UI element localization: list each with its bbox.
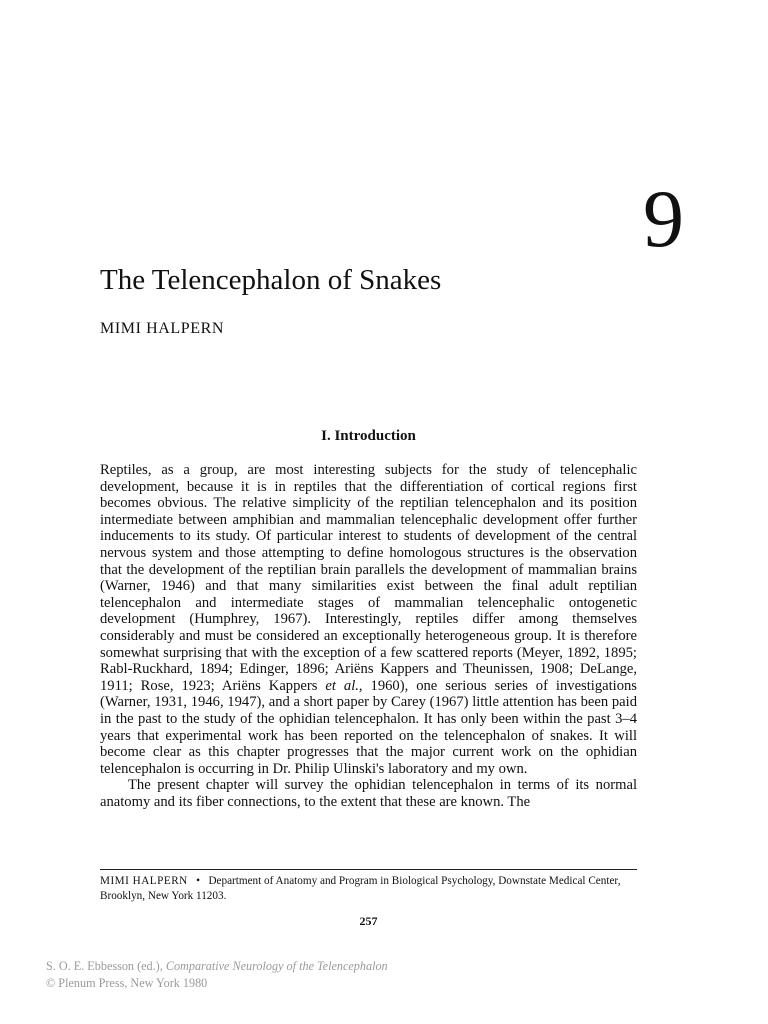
footnote-author: MIMI HALPERN xyxy=(100,875,188,887)
chapter-author: MIMI HALPERN xyxy=(100,320,225,337)
paragraph-1-text-b: 1960), one serious series of investigations (Warner, 1931, 1946, 1947), and a short paper by Carey (1967) little attention has been paid in the past to the study of the ophidian telencephalon. It has only been within the past 3–4 years that experimental work has been reported on the telencephalon of snakes. It will become clear as this chapter progresses that the major current work on the ophidian telencephalon is occurring in Dr. Philip Ulinski's laboratory and my own. xyxy=(100,677,637,777)
footnote-affiliation: Department of Anatomy and Program in Biological Psychology, Downstate Medical Center, Brooklyn, New York 11203. xyxy=(100,875,621,902)
section-heading: I. Introduction xyxy=(321,428,416,444)
footnote-separator: • xyxy=(196,875,201,887)
paragraph-1-italic: et al., xyxy=(325,677,363,694)
chapter-number: 9 xyxy=(643,173,684,264)
paragraph-2: The present chapter will survey the ophidian telencephalon in terms of its normal anatomy and its fiber connections, to the extent that these are known. The xyxy=(100,777,637,810)
page-number: 257 xyxy=(359,914,378,928)
citation-line-1 xyxy=(46,958,388,975)
body-text xyxy=(100,462,637,810)
author-footnote xyxy=(100,869,637,903)
paragraph-1 xyxy=(100,462,637,777)
citation-editor: S. O. E. Ebbesson (ed.), xyxy=(46,959,166,973)
paragraph-1-text-a: Reptiles, as a group, are most interesting subjects for the study of telencephalic development, because it is in reptiles that the differentiation of cortical regions first becomes obvious. The relative simplicity of the reptilian telencephalon and its position intermediate between amphibian and mammalian telencephalic development offer further inducements to its study. Of particular interest to students of development of the central nervous system and those attempting to define homologous structures is the observation that the development of the reptilian brain parallels the development of mammalian brains (Warner, 1946) and that many similarities exist between the final adult reptilian telencephalon and intermediate stages of mammalian telencephalic ontogenetic development (Humphrey, 1967). Interestingly, reptiles differ among themselves considerably and must be considered an exceptionally heterogeneous group. It is therefore somewhat surprising that with the exception of a few scattered reports (Meyer, 1892, 1895; Rabl-Ruckhard, 1894; Edinger, 1896; Ariëns Kappers and Theunissen, 1908; DeLange, 1911; Rose, 1923; Ariëns Kappers xyxy=(100,462,637,694)
chapter-title: The Telencephalon of Snakes xyxy=(100,264,442,296)
citation-book-title: Comparative Neurology of the Telencephalon xyxy=(165,959,388,973)
citation-publisher: © Plenum Press, New York 1980 xyxy=(46,976,208,990)
source-citation xyxy=(46,958,388,992)
